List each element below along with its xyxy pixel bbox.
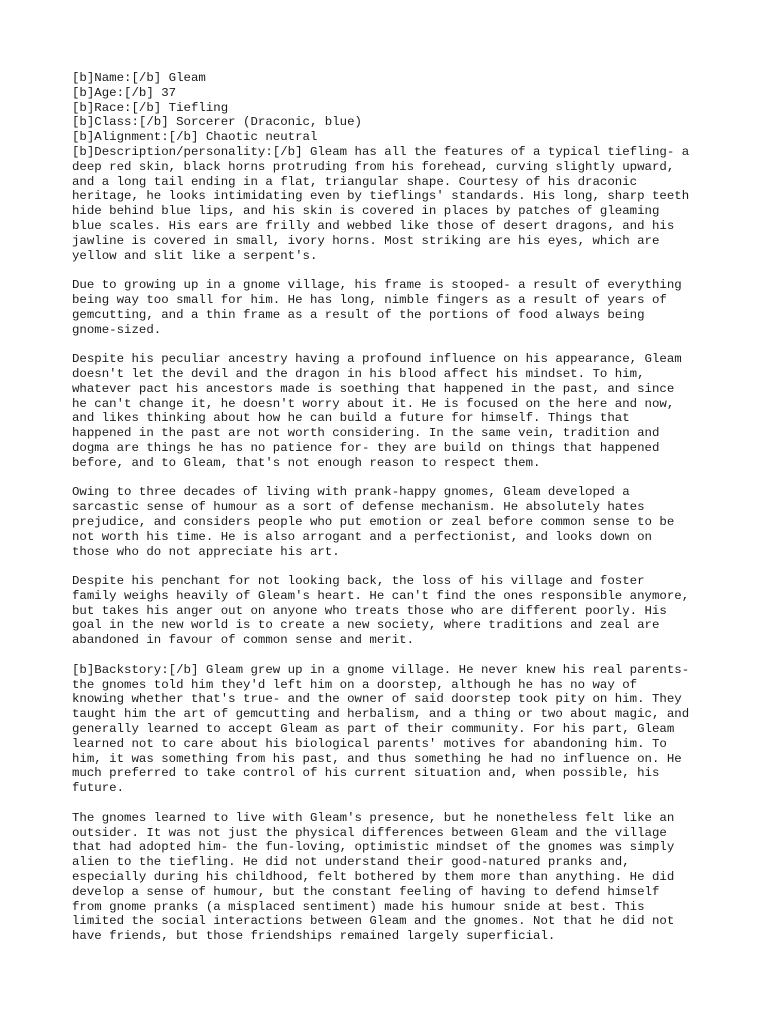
age-line: [b]Age:[/b] 37 xyxy=(72,85,177,100)
race-line: [b]Race:[/b] Tiefling xyxy=(72,100,229,115)
document-page xyxy=(72,71,712,959)
description-paragraph: [b]Description/personality:[/b] Gleam has all the features of a typical tiefling- a deep red skin, black horns protruding from his forehead, curving slightly upward, and a long tail ending in a flat, triangular shape. Courtesy of his draconic heritage, he looks intimidating even by tieflings' standards. His long, sharp teeth hide behind blue lips, and his skin is covered in places by patches of gleaming blue scales. His ears are frilly and webbed like those of desert dragons, and his jawline is covered in small, ivory horns. Most striking are his eyes, which are yellow and slit like a serpent's. xyxy=(72,144,690,263)
character-header xyxy=(72,71,712,145)
backstory-paragraph: [b]Backstory:[/b] Gleam grew up in a gnome village. He never knew his real parents- the gnomes told him they'd left him on a doorstep, although he has no way of knowing whether that's true- and the owner of said doorstep took pity on him. They taught him the art of gemcutting and herbalism, and a thing or two about magic, and generally learned to accept Gleam as part of their community. For his part, Gleam learned not to care about his biological parents' motives for abandoning him. To him, it was something from his past, and thus something he had no influence on. He much preferred to take control of his current situation and, when possible, his future. xyxy=(72,662,690,796)
frame-paragraph: Due to growing up in a gnome village, his frame is stooped- a result of everything being way too small for him. He has long, nimble fingers as a result of years of gemcutting, and a thin frame as a result of the portions of food always being gnome-sized. xyxy=(72,278,682,337)
gnomes-paragraph: The gnomes learned to live with Gleam's presence, but he nonetheless felt like an outsider. It was not just the physical differences between Gleam and the village that had adopted him- the fun-loving, optimistic mindset of the gnomes was simply alien to the tiefling. He did not understand their good-natured pranks and, especially during his childhood, felt bothered by them more than anything. He did develop a sense of humour, but the constant feeling of having to defend himself from gnome pranks (a misplaced sentiment) made his humour snide at best. This limited the social interactions between Gleam and the gnomes. Not that he did not have friends, but those friendships remained largely superficial. xyxy=(72,810,675,944)
goal-paragraph: Despite his penchant for not looking back, the loss of his village and foster family weighs heavily of Gleam's heart. He can't find the ones responsible anymore, but takes his anger out on anyone who treats those who are different poorly. His goal in the new world is to create a new society, where traditions and zeal are abandoned in favour of common sense and merit. xyxy=(72,574,690,648)
alignment-line: [b]Alignment:[/b] Chaotic neutral xyxy=(72,130,318,145)
mindset-paragraph: Despite his peculiar ancestry having a profound influence on his appearance, Gleam doesn't let the devil and the dragon in his blood affect his mindset. To him, whatever pact his ancestors made is soething that happened in the past, and since he can't change it, he doesn't worry about it. He is focused on the here and now, and likes thinking about how he can build a future for himself. Things that happened in the past are not worth considering. In the same vein, tradition and dogma are things he has no patience for- they are build on things that happened before, and to Gleam, that's not enough reason to respect them. xyxy=(72,352,682,470)
class-line: [b]Class:[/b] Sorcerer (Draconic, blue) xyxy=(72,115,362,130)
name-line: [b]Name:[/b] Gleam xyxy=(72,71,206,85)
humour-paragraph: Owing to three decades of living with prank-happy gnomes, Gleam developed a sarcastic sense of humour as a sort of defense mechanism. He absolutely hates prejudice, and considers people who put emotion or zeal before common sense to be not worth his time. He is also arrogant and a perfectionist, and looks down on those who do not appreciate his art. xyxy=(72,485,675,559)
